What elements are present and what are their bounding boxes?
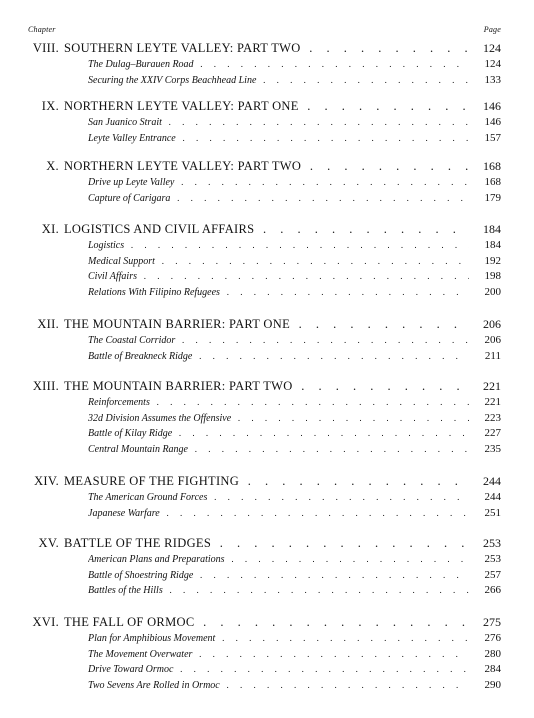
section-page-number: 235 (484, 443, 501, 456)
chapter-number: XIII. (32, 379, 59, 393)
section-title: The American Ground Forces . . . (88, 489, 469, 506)
chapter-page-number: 168 (483, 159, 501, 173)
chapter-number: IX. (41, 99, 59, 113)
section-title: Battle of Breakneck Ridge . . . (88, 348, 469, 365)
section-page-number: 227 (484, 427, 501, 440)
section-title: Drive up Leyte Valley . . . (88, 174, 469, 191)
section-entry[interactable] (0, 410, 534, 426)
section-title: Japanese Warfare . . . (88, 505, 469, 522)
section-title: Plan for Amphibious Movement . . . (88, 630, 469, 647)
chapter-column-header: Chapter (28, 25, 56, 34)
section-page-number: 157 (484, 131, 501, 144)
section-entry[interactable] (0, 284, 534, 300)
chapter-page-number: 275 (483, 615, 501, 629)
section-entry[interactable] (0, 130, 534, 146)
section-entry[interactable] (0, 441, 534, 457)
chapter-page-number: 124 (483, 41, 501, 55)
chapter-page-number: 206 (483, 317, 501, 331)
section-page-number: 200 (484, 286, 501, 299)
section-entry[interactable] (0, 582, 534, 598)
section-title: Central Mountain Range . . . (88, 441, 469, 458)
section-page-number: 124 (484, 58, 501, 70)
section-entry[interactable] (0, 190, 534, 206)
chapter-number: XII. (37, 317, 59, 331)
chapter-title: MEASURE OF THE FIGHTING . . . (64, 473, 469, 489)
section-entry[interactable] (0, 268, 534, 284)
section-title: Leyte Valley Entrance . . . (88, 130, 469, 147)
chapter-title: BATTLE OF THE RIDGES . . . (64, 535, 469, 551)
section-page-number: 179 (484, 191, 501, 204)
chapter-title: THE MOUNTAIN BARRIER: PART ONE . . . (64, 316, 469, 332)
chapter-number: XI. (41, 222, 59, 236)
section-page-number: 266 (484, 584, 501, 597)
chapter-title: SOUTHERN LEYTE VALLEY: PART TWO . . . (64, 40, 469, 56)
section-page-number: 206 (484, 334, 501, 346)
section-title: Medical Support . . . (88, 253, 469, 270)
section-title: 32d Division Assumes the Offensive . . . (88, 410, 469, 427)
section-page-number: 146 (484, 116, 501, 128)
chapter-title: NORTHERN LEYTE VALLEY: PART TWO . . . (64, 158, 469, 174)
chapter-entry[interactable] (0, 316, 534, 332)
section-title: Drive Toward Ormoc . . . (88, 661, 469, 678)
chapter-entry[interactable] (0, 40, 534, 56)
section-page-number: 221 (484, 396, 501, 408)
chapter-page-number: 184 (483, 222, 501, 236)
section-title: Relations With Filipino Refugees . . . (88, 284, 469, 301)
chapter-entry[interactable] (0, 473, 534, 489)
section-page-number: 223 (484, 411, 501, 424)
chapter-title: NORTHERN LEYTE VALLEY: PART ONE . . . (64, 98, 469, 114)
chapter-page-number: 244 (483, 474, 501, 488)
section-title: The Movement Overwater . . . (88, 646, 469, 663)
section-page-number: 211 (484, 349, 501, 362)
section-entry[interactable] (0, 56, 534, 72)
section-page-number: 244 (484, 491, 501, 503)
section-page-number: 276 (484, 632, 501, 644)
section-title: Civil Affairs . . . (88, 268, 469, 285)
section-entry[interactable] (0, 661, 534, 677)
page-column-header: Page (483, 25, 501, 34)
chapter-number: XVI. (32, 615, 59, 629)
chapter-entry[interactable] (0, 158, 534, 174)
chapter-page-number: 253 (483, 536, 501, 550)
section-entry[interactable] (0, 646, 534, 662)
chapter-title: THE FALL OF ORMOC . . . (64, 614, 469, 630)
section-page-number: 251 (484, 506, 501, 519)
section-entry[interactable] (0, 174, 534, 190)
section-title: Battle of Kilay Ridge . . . (88, 425, 469, 442)
section-page-number: 192 (484, 254, 501, 267)
section-page-number: 168 (484, 176, 501, 188)
section-page-number: 198 (484, 270, 501, 283)
section-entry[interactable] (0, 425, 534, 441)
chapter-entry[interactable] (0, 614, 534, 630)
section-entry[interactable] (0, 489, 534, 505)
section-title: Battles of the Hills . . . (88, 582, 469, 599)
section-page-number: 184 (484, 239, 501, 251)
section-entry[interactable] (0, 394, 534, 410)
chapter-number: XV. (38, 536, 59, 550)
chapter-title: LOGISTICS AND CIVIL AFFAIRS . . . (64, 221, 469, 237)
section-entry[interactable] (0, 677, 534, 693)
section-title: The Dulag–Burauen Road . . . (88, 56, 469, 73)
section-title: San Juanico Strait . . . (88, 114, 469, 131)
chapter-entry[interactable] (0, 98, 534, 114)
section-entry[interactable] (0, 567, 534, 583)
section-entry[interactable] (0, 253, 534, 269)
section-entry[interactable] (0, 348, 534, 364)
section-title: The Coastal Corridor . . . (88, 332, 469, 349)
section-title: Logistics . . . (88, 237, 469, 254)
section-entry[interactable] (0, 237, 534, 253)
chapter-entry[interactable] (0, 378, 534, 394)
section-entry[interactable] (0, 630, 534, 646)
section-title: Reinforcements . . . (88, 394, 469, 411)
section-title: Capture of Carigara . . . (88, 190, 469, 207)
section-title: Battle of Shoestring Ridge . . . (88, 567, 469, 584)
section-page-number: 253 (484, 553, 501, 565)
section-entry[interactable] (0, 114, 534, 130)
chapter-page-number: 221 (483, 379, 501, 393)
section-page-number: 290 (484, 679, 501, 692)
section-entry[interactable] (0, 551, 534, 567)
section-page-number: 284 (484, 663, 501, 676)
section-entry[interactable] (0, 332, 534, 348)
section-page-number: 280 (484, 647, 501, 660)
section-page-number: 133 (484, 73, 501, 86)
chapter-entry[interactable] (0, 221, 534, 237)
section-entry[interactable] (0, 72, 534, 88)
section-title: Securing the XXIV Corps Beachhead Line . . . (88, 72, 469, 89)
chapter-entry[interactable] (0, 535, 534, 551)
chapter-title: THE MOUNTAIN BARRIER: PART TWO . . . (64, 378, 469, 394)
chapter-number: X. (46, 159, 59, 173)
section-title: Two Sevens Are Rolled in Ormoc . . . (88, 677, 469, 694)
chapter-page-number: 146 (483, 99, 501, 113)
section-entry[interactable] (0, 505, 534, 521)
section-page-number: 257 (484, 568, 501, 581)
chapter-number: XIV. (34, 474, 59, 488)
section-title: American Plans and Preparations . . . (88, 551, 469, 568)
chapter-number: VIII. (32, 41, 59, 55)
